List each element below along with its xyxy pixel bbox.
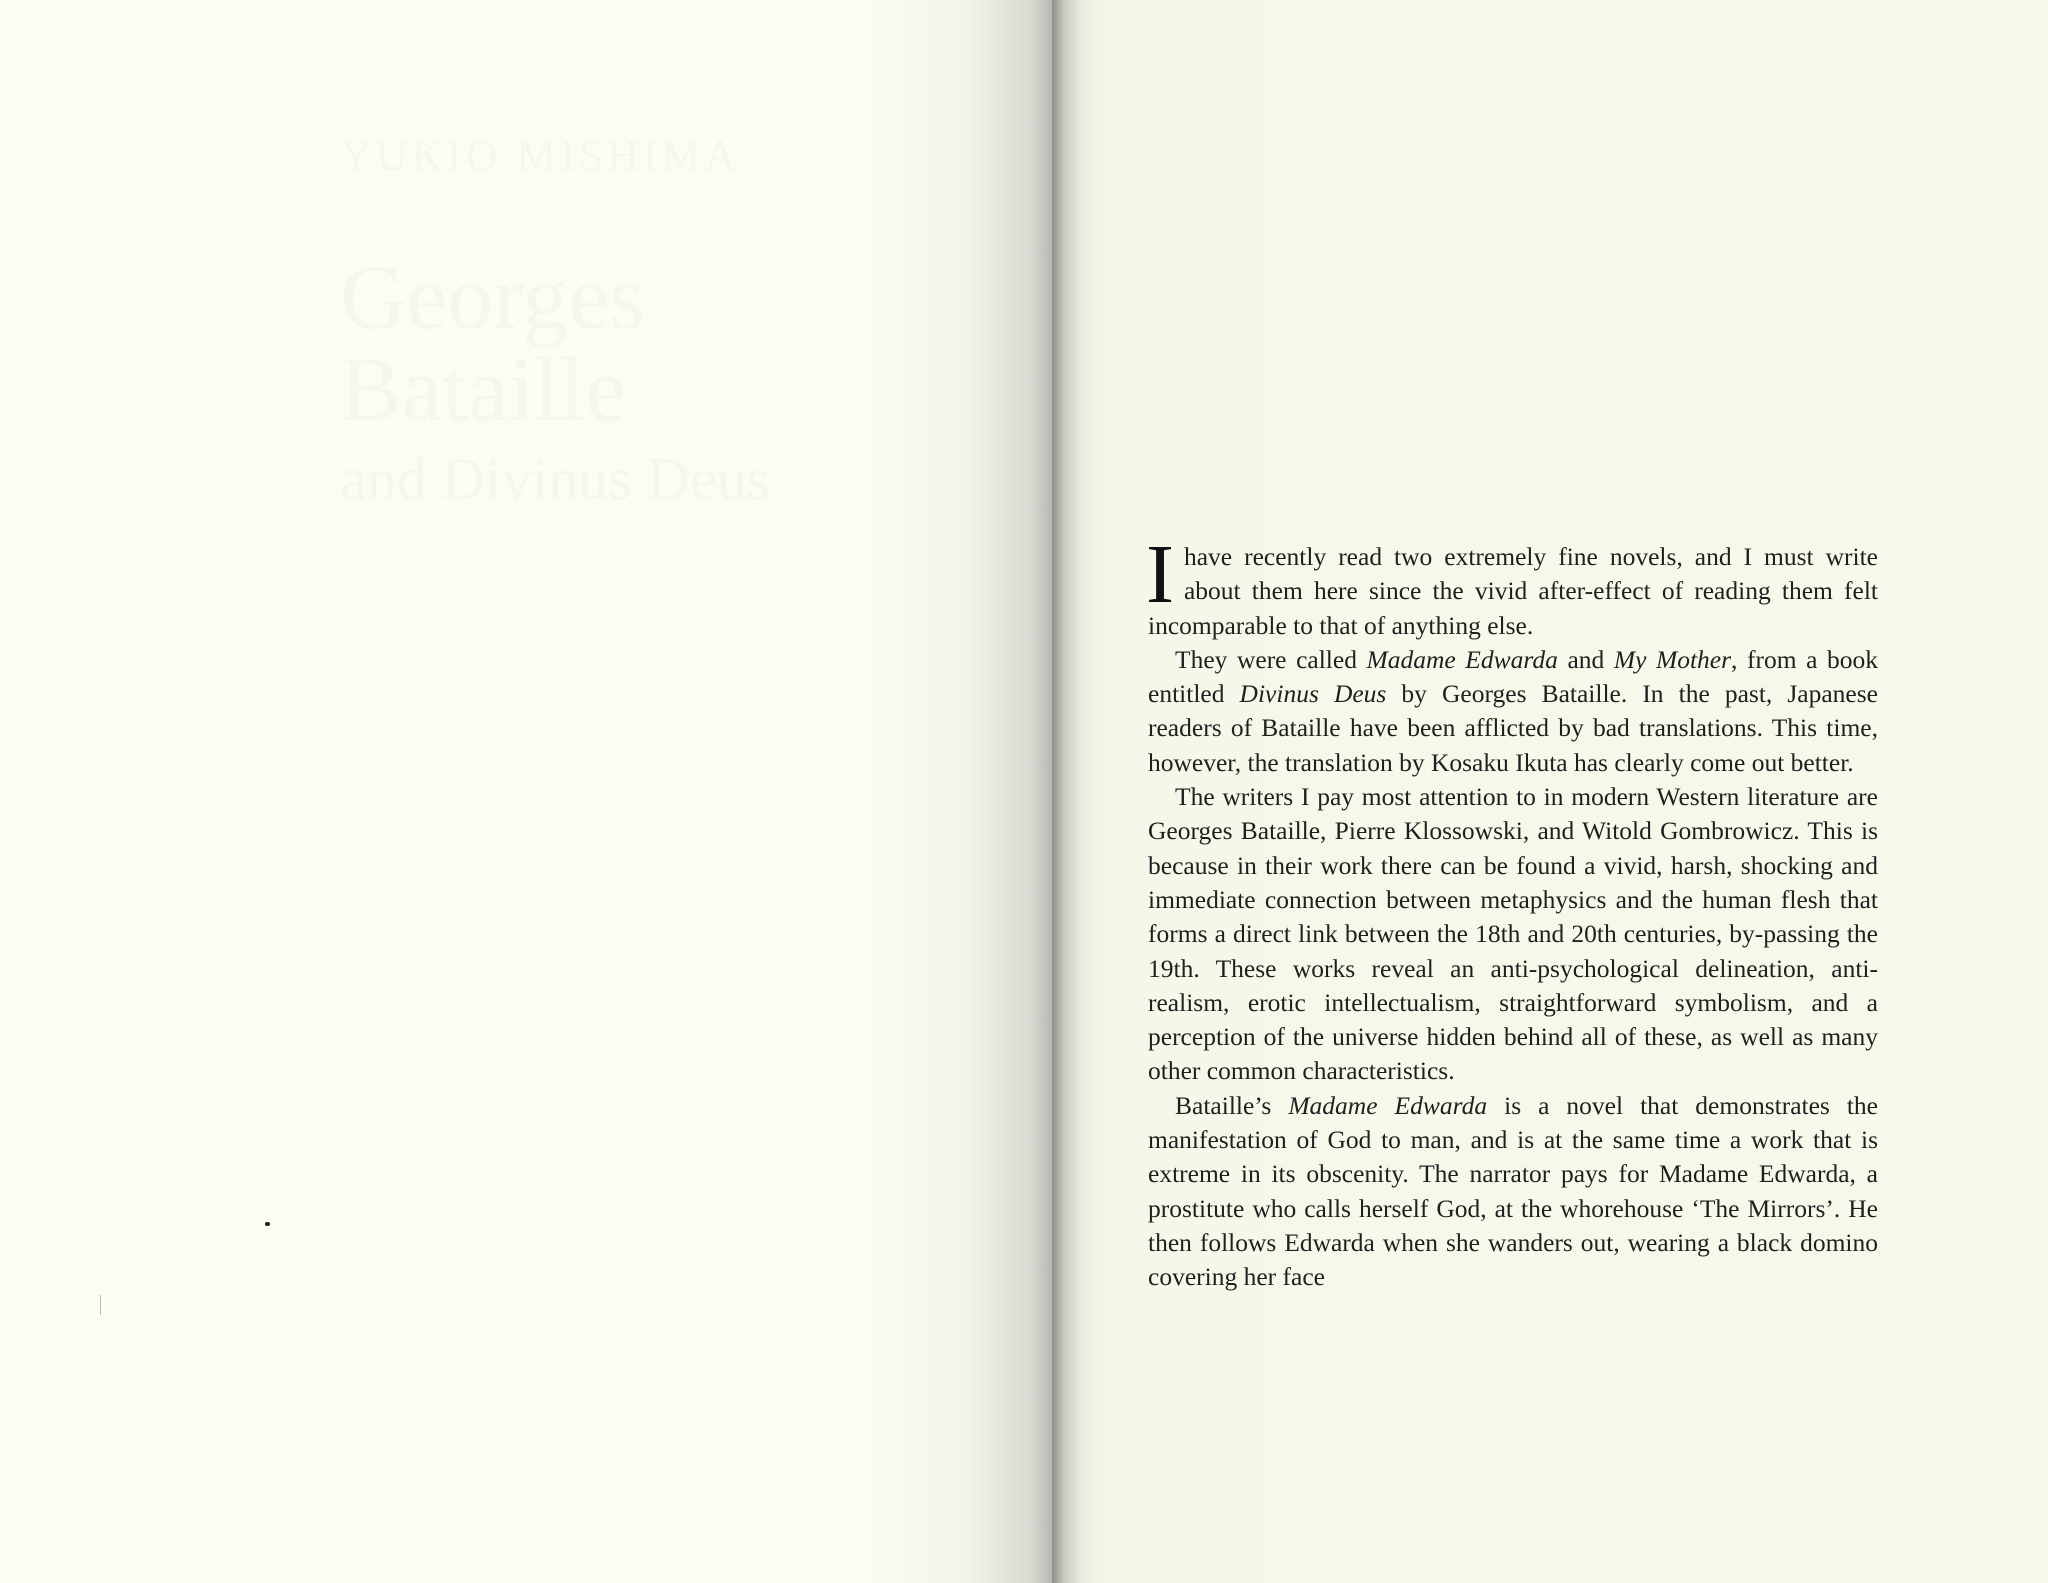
paragraph-3-text: The writers I pay most attention to in modern Western literature are Georges Bataille, Pierre Klossowski, and Witold Gombrowicz. This is because in their work there can be found a vivid, harsh, shocking and immediate connection between metaphysics and the human flesh that forms a direct link between the 18th and 20th centuries, by-passing the 19th. These works reveal an anti-psychological delineation, anti-realism, erotic intellectualism, straightforward symbolism, and a perception of the universe hidden behind all of these, as well as many other common characteristics. [1148, 782, 1878, 1086]
drop-cap: I [1146, 528, 1174, 621]
paragraph-4 [1148, 1089, 1878, 1295]
paragraph-2-text-c: , from a book entitled [1148, 644, 1878, 709]
paper-mark [100, 1295, 101, 1315]
paragraph-2-text-b: and [1557, 644, 1614, 674]
paragraph-4-text-b: is a novel that demonstrates the manifestation of God to man, and is at the same time a work that is extreme in its obscenity. The narrator pays for Madame Edwarda, a prostitute who calls herself God, at the whorehouse ‘The Mirrors’. He then follows Edwarda when she wanders out, wearing a black domino covering her face [1148, 1090, 1879, 1292]
ink-speck [265, 1222, 270, 1226]
title-divinus-deus: Divinus Deus [1239, 679, 1387, 709]
paragraph-1 [1146, 528, 1878, 643]
show-through-author: YUKIO MISHIMA [340, 131, 741, 180]
paragraph-2-text-a: They were called [1175, 644, 1367, 674]
title-madame-edwarda-2: Madame Edwarda [1288, 1090, 1488, 1120]
paragraph-1-text: have recently read two extremely fine novels, and I must write about them here since the vivid after-effect of reading them felt incomparable to that of anything else. [1148, 542, 1878, 640]
title-madame-edwarda: Madame Edwarda [1366, 644, 1558, 674]
show-through-heading: Georges Bataille [340, 246, 645, 440]
show-through-title [340, 130, 860, 514]
paragraph-2 [1148, 643, 1878, 780]
paragraph-2-text-d: by Georges Bataille. In the past, Japanese readers of Bataille have been afflicted by bad translations. This time, however, the translation by Kosaku Ikuta has clearly come out better. [1148, 679, 1878, 777]
paragraph-3 [1148, 780, 1878, 1089]
show-through-subheading: and Divinus Deus [340, 446, 770, 512]
paragraph-4-text-a: Bataille’s [1175, 1090, 1289, 1120]
body-text [1146, 528, 1879, 1295]
title-my-mother: My Mother [1613, 644, 1732, 674]
